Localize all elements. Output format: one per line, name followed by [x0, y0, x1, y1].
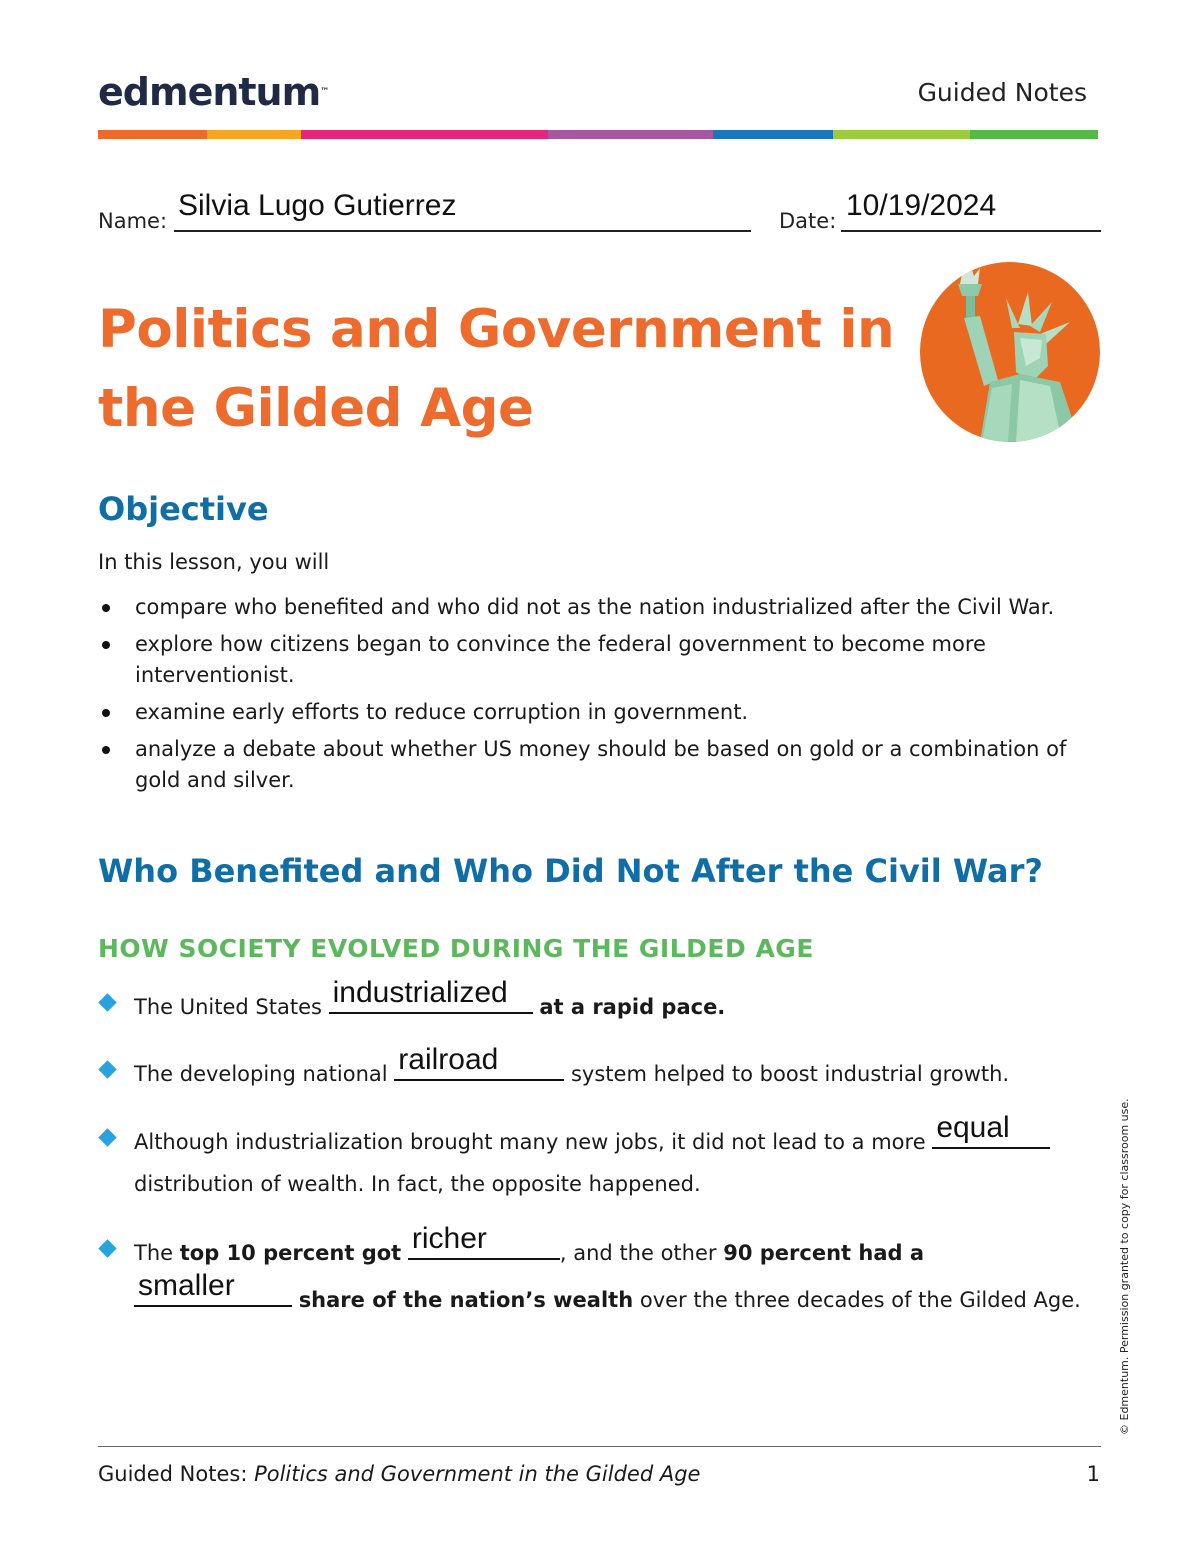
logo-text: edmentum — [98, 70, 321, 114]
answer-text-1[interactable]: industrialized — [332, 976, 508, 1009]
answer-blank-3[interactable] — [932, 1111, 1050, 1149]
answer-text-3[interactable]: equal — [936, 1111, 1010, 1144]
footer-divider — [98, 1446, 1101, 1447]
bullet-dot-icon — [102, 709, 110, 717]
stripe-segment-2 — [207, 130, 301, 139]
page-title — [98, 290, 918, 448]
answer-blank-2[interactable] — [394, 1043, 564, 1081]
answer-blank-1[interactable] — [329, 976, 533, 1014]
section-subheading: HOW SOCIETY EVOLVED DURING THE GILDED AGE — [98, 934, 814, 963]
stripe-segment-7 — [970, 130, 1098, 139]
list-item: explore how citizens began to convince the federal government to become more interventionist. — [98, 629, 1088, 691]
document-type-label: Guided Notes — [917, 78, 1087, 107]
diamond-bullet-icon — [98, 1239, 116, 1257]
name-field-line[interactable] — [174, 230, 751, 232]
fill-in-item-3: Although industrialization brought many new jobs, it did not lead to a more equal — [134, 1125, 1050, 1154]
name-field-value[interactable]: Silvia Lugo Gutierrez — [178, 189, 457, 222]
diamond-bullet-icon — [98, 1060, 116, 1078]
bullet-dot-icon — [102, 641, 110, 649]
section-heading: Who Benefited and Who Did Not After the Civil War? — [98, 852, 1043, 890]
fill-in-item-4-line-2: smaller share of the nation’s wealth over the three decades of the Gilded Age. — [134, 1283, 1081, 1312]
title-line-1: Politics and Government in — [98, 299, 895, 360]
stripe-segment-3 — [301, 130, 548, 139]
copyright-side-note: © Edmentum. Permission granted to copy for classroom use. — [1118, 1098, 1131, 1435]
title-line-2: the Gilded Age — [98, 378, 534, 439]
list-item: compare who benefited and who did not as the nation industrialized after the Civil War. — [98, 592, 1088, 623]
edmentum-logo — [98, 70, 329, 114]
answer-text-2[interactable]: railroad — [398, 1043, 499, 1076]
fill-in-item-1: The United States industrialized at a rapid pace. — [134, 976, 726, 1019]
page-number: 1 — [1086, 1462, 1100, 1486]
answer-blank-4[interactable] — [408, 1222, 560, 1260]
diamond-bullet-icon — [98, 1128, 116, 1146]
bullet-dot-icon — [102, 604, 110, 612]
stripe-segment-6 — [833, 130, 969, 139]
date-field-line[interactable] — [841, 230, 1101, 232]
stripe-segment-4 — [548, 130, 713, 139]
date-label: Date: — [779, 209, 837, 233]
answer-text-4[interactable]: richer — [411, 1222, 487, 1255]
fill-in-item-3-line-2: distribution of wealth. In fact, the opposite happened. — [134, 1172, 701, 1196]
fill-in-item-4: The top 10 percent got richer , and the other 90 percent had a — [134, 1222, 925, 1265]
bullet-dot-icon — [102, 746, 110, 754]
answer-text-5[interactable]: smaller — [138, 1269, 235, 1302]
objective-heading: Objective — [98, 490, 269, 528]
list-item: analyze a debate about whether US money should be based on gold or a combination of gold and silver. — [98, 734, 1088, 796]
diamond-bullet-icon — [98, 993, 116, 1011]
stripe-segment-1 — [98, 130, 207, 139]
statue-of-liberty-icon — [920, 262, 1100, 442]
fill-in-item-2: The developing national railroad system helped to boost industrial growth. — [134, 1043, 1010, 1086]
date-field-value[interactable]: 10/19/2024 — [846, 189, 997, 222]
stripe-segment-5 — [713, 130, 833, 139]
logo-trademark: ™ — [320, 87, 330, 97]
objective-list — [98, 592, 1088, 802]
header-color-stripe — [98, 130, 1098, 139]
list-item: examine early efforts to reduce corruption in government. — [98, 697, 1088, 728]
objective-intro: In this lesson, you will — [98, 550, 330, 574]
name-label: Name: — [98, 209, 168, 233]
answer-blank-5[interactable] — [134, 1269, 292, 1307]
footer-title: Guided Notes: Politics and Government in the Gilded Age — [98, 1462, 701, 1486]
